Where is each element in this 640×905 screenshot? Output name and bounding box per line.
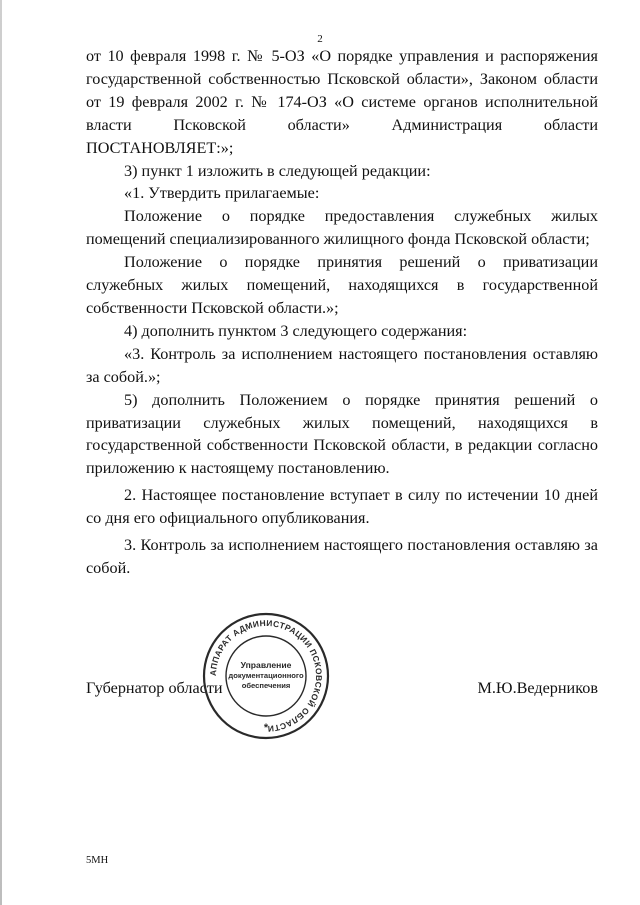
paragraph-item-4: 4) дополнить пунктом 3 следующего содержания: [124, 321, 468, 340]
page-number: 2 [317, 33, 323, 45]
scan-edge [0, 0, 2, 905]
paragraph-effective-date: 2. Настоящее постановление вступает в силу по истечении 10 дней со дня его официального опубликования. [86, 486, 598, 528]
paragraph-approve: «1. Утвердить прилагаемые: [124, 184, 320, 203]
stamp-center-line-3: обеспечения [241, 681, 291, 690]
paragraph-item-5: 5) дополнить Положением о порядке принятия решений о приватизации служебных жилых помещений, находящихся в государственной собственности Псковской области, в редакции согласно приложению к настоящему постановлению. [86, 390, 598, 478]
paragraph-control-quote: «3. Контроль за исполнением настоящего постановления оставляю за собой.»; [86, 344, 598, 386]
document-body [86, 45, 598, 580]
stamp-star: * [263, 722, 269, 734]
official-stamp [200, 610, 332, 742]
stamp-center-line-2: документационного [228, 671, 304, 680]
paragraph-regulation-provision: Положение о порядке предоставления служебных жилых помещений специализированного жилищного фонда Псковской области; [86, 207, 598, 249]
paragraph-regulation-privatization: Положение о порядке принятия решений о приватизации служебных жилых помещений, находящихся в государственной собственности Псковской области.»; [86, 253, 598, 317]
stamp-ring-text: АППАРАТ АДМИНИСТРАЦИИ ПСКОВСКОЙ ОБЛАСТИ [207, 617, 325, 735]
signatory-title: Губернатор области [86, 679, 223, 697]
paragraph-control: 3. Контроль за исполнением настоящего постановления оставляю за собой. [86, 536, 598, 577]
paragraph-item-3: 3) пункт 1 изложить в следующей редакции: [124, 161, 431, 180]
stamp-center-line-1: Управление [240, 660, 292, 670]
paragraph-preamble-continuation: от 10 февраля 1998 г. № 5-ОЗ «О порядке управления и распоряжения государственной собственностью Псковской области», Законом области от 19 февраля 2002 г. № 174-ОЗ «О системе органов исполнительной власти Псковской области» Администрация области ПОСТАНОВЛЯЕТ:»; [86, 47, 598, 157]
signatory-name: М.Ю.Ведерников [477, 679, 598, 697]
footer-code: 5МН [86, 855, 109, 866]
